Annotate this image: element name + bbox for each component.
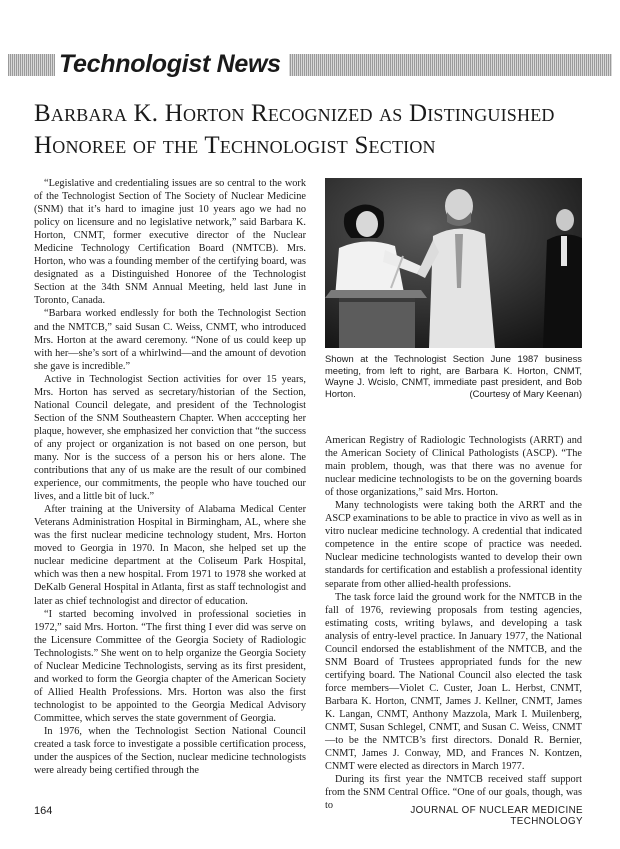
section-label: Technologist News: [55, 50, 289, 78]
body-paragraph: “I started becoming involved in professional societies in 1972,” said Mrs. Horton. “The first thing I ever did was serve on the Licensure Committee of the Georgia Society of Radiologic Technologists.” She went on to help organize the Georgia Society of Nuclear Medicine Technologists, serving as its first president, and worked to form the Georgia chapter of the American Society of Allied Health Professions. Mrs. Horton was also the first technologist to be appointed to the Georgia Medical Advisory Committee, which serves the state government of Georgia.: [34, 608, 306, 724]
page-number: 164: [34, 805, 53, 817]
body-paragraph: “Legislative and credentialing issues are so central to the work of the Technologist Section of The Society of Nuclear Medicine (SNM) that it’s hard to imagine just 10 years ago we had no policy on licensure and no legislative network,” said Barbara K. Horton, CNMT, former executive director of the Nuclear Medicine Technology Certification Board (NMTCB). Mrs. Horton, who was a founding member of the certifying board, was designated as a Distinguished Honoree of the Technologist Section at the 34th SNM Annual Meeting, held last June in Toronto, Canada.: [34, 178, 306, 307]
journal-name: JOURNAL OF NUCLEAR MEDICINE TECHNOLOGY: [410, 805, 583, 827]
photo-caption: [325, 353, 582, 399]
body-paragraph: “Barbara worked endlessly for both the Technologist Section and the NMTCB,” said Susan C. Weiss, CNMT, who introduced Mrs. Horton at the award ceremony. “None of us could keep up with her—she’s sort of a whirlwind—and the amount of devotion she gave is incredible.”: [34, 308, 306, 372]
photo-illustration: [325, 178, 582, 348]
article-headline: [34, 98, 594, 162]
body-paragraph: During its first year the NMTCB received staff support from the SNM Central Office. “One of our goals, though, was to: [325, 774, 582, 812]
photo-credit: (Courtesy of Mary Keenan): [469, 387, 582, 399]
body-paragraph: Active in Technologist Section activities for over 15 years, Mrs. Horton has served as secretary/historian of the Section, National Council delegate, and president of the Technologist Section of the SNM Southeastern Chapter. When acccepting her plaque, however, she emphasized her conviction that “the success of any project or organization is not based on one person, but many. Nor is the success of a person his or hers alone. The contributions that any of us make are the result of our combined experience, our commitments, the people who have touched our lives, and a little bit of luck.”: [34, 373, 306, 503]
headline-line-2: Honoree of the Technologist Section: [34, 132, 436, 159]
article-photo: [325, 178, 582, 348]
body-paragraph: American Registry of Radiologic Technologists (ARRT) and the American Society of Clinical Pathologists (ASCP). “The main problem, though, was that there was no avenue for nuclear medicine technologists to be on the governing boards of those organizations,” said Mrs. Horton.: [325, 435, 582, 499]
body-paragraph: The task force laid the ground work for the NMTCB in the fall of 1976, reviewing proposals from testing agencies, estimating costs, writing bylaws, and developing a task analysis of entry-level practice. In January 1977, the National Council endorsed the establishment of the NMTCB, and the SNM Board of Trustees appropriated funds for the new certifying board. The National Council also elected the task force members—Violet C. Custer, Joan L. Herbst, CNMT, Barbara K. Horton, CNMT, James J. Kellner, CNMT, James K. Langan, CNMT, Anthony Mazzola, Mark I. Muilenberg, CNMT, Susan Schlegel, CNMT, and Susan C. Weiss, CNMT—to be the NMTCB’s first directors. Donald R. Bernier, CNMT, James J. Conway, MD, and Frances N. Kontzen, CNMT were elected as directors in March 1977.: [325, 591, 582, 773]
article-column-right: [325, 434, 582, 812]
body-paragraph: Many technologists were taking both the ARRT and the ASCP examinations to be able to practice in vivo as well as in vitro nuclear medicine technology. A credential that indicated competence in the entire scope of practice was needed. Nuclear medicine technologists wanted to develop their own standards for certification and establish a professional identity separate from other allied-health professions.: [325, 500, 582, 590]
body-paragraph: After training at the University of Alabama Medical Center Veterans Administration Hospital in Birmingham, AL, where she was the first nuclear medicine technology student, Mrs. Horton moved to Georgia in 1970. In Macon, she helped set up the nuclear medicine department at the Coliseum Park Hospital, which was then a new hospital. From 1971 to 1978 she worked at DeKalb General Hospital in Atlanta, first as staff technologist and later as chief technologist and director of education.: [34, 504, 306, 607]
article-column-left: [34, 177, 306, 777]
body-paragraph: In 1976, when the Technologist Section National Council created a task force to investigate a possible certification process, under the auspices of the Section, nuclear medicine technologists were already being certified through the: [34, 725, 306, 777]
headline-line-1: Barbara K. Horton Recognized as Distinguished: [34, 100, 555, 127]
caption-text: Shown at the Technologist Section June 1987 business meeting, from left to right, are Barbara K. Horton, CNMT, Wayne J. Wcislo, CNMT, immediate past president, and Bob Horton.: [325, 353, 582, 399]
